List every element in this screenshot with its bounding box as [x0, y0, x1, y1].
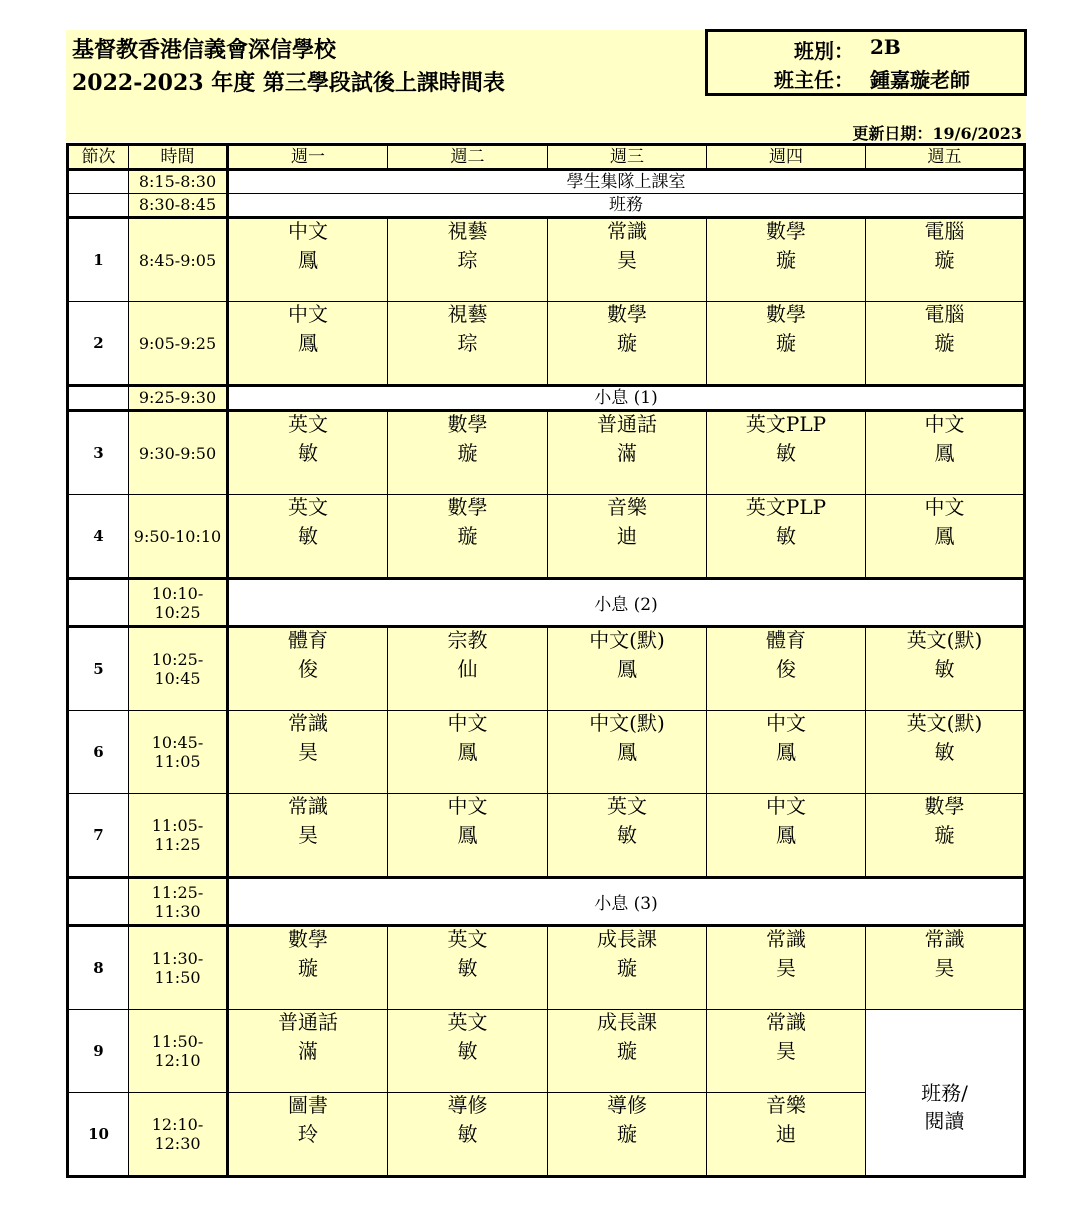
recess-cell: 小息 (3) [228, 878, 1025, 926]
lesson-row-p7 [68, 794, 1025, 878]
subject: 中文 [447, 711, 488, 735]
subject: 宗教 [447, 628, 488, 652]
lesson-cell [388, 1093, 548, 1177]
subject: 英文 [288, 412, 328, 436]
lesson-cell [388, 218, 548, 302]
teacher: 敏 [934, 740, 955, 764]
lesson-cell [228, 411, 388, 495]
period-cell [68, 878, 129, 926]
lesson-row-p1 [68, 218, 1025, 302]
update-date: 更新日期：19/6/2023 [852, 124, 1022, 143]
teacher: 璇 [298, 956, 318, 980]
subject: 常識 [288, 711, 328, 735]
period-number: 4 [68, 495, 129, 579]
time-cell: 8:15-8:30 [129, 170, 228, 194]
lesson-cell [707, 1010, 866, 1093]
column-header-row [68, 145, 1025, 170]
lesson-cell [388, 627, 548, 711]
time-cell: 11:05-11:25 [129, 794, 228, 878]
lesson-cell [548, 627, 707, 711]
break-row-3 [68, 878, 1025, 926]
lesson-cell [707, 711, 866, 794]
subject: 音樂 [607, 495, 647, 519]
combined-line-2: 閱讀 [924, 1108, 965, 1133]
subject: 導修 [447, 1093, 488, 1117]
lesson-cell [228, 1093, 388, 1177]
lesson-cell [866, 411, 1025, 495]
teacher: 璇 [934, 823, 955, 847]
day-header-thu: 週四 [707, 145, 866, 170]
lesson-cell [548, 711, 707, 794]
lesson-row-p2 [68, 302, 1025, 386]
lesson-cell [548, 411, 707, 495]
subject: 英文 [607, 794, 647, 818]
teacher: 仙 [457, 657, 478, 681]
teacher: 敏 [298, 441, 318, 465]
recess-cell: 小息 (1) [228, 386, 1025, 411]
subject: 英文PLP [745, 495, 827, 519]
subject: 中文 [288, 219, 328, 243]
teacher: 昊 [934, 956, 955, 980]
combined-line-1: 班務/ [921, 1080, 968, 1105]
teacher: 敏 [934, 657, 955, 681]
teacher: 璇 [617, 331, 637, 355]
subject: 中文 [766, 711, 806, 735]
lesson-cell [707, 1093, 866, 1177]
period-number: 8 [68, 926, 129, 1010]
lesson-cell [866, 711, 1025, 794]
time-cell: 9:50-10:10 [129, 495, 228, 579]
teacher: 鳳 [617, 740, 637, 764]
teacher: 鳳 [298, 331, 318, 355]
period-column-header: 節次 [68, 145, 129, 170]
recess-cell: 小息 (2) [228, 579, 1025, 627]
lesson-cell [548, 1010, 707, 1093]
lesson-cell [228, 627, 388, 711]
teacher: 敏 [776, 441, 796, 465]
time-cell: 8:45-9:05 [129, 218, 228, 302]
class-info-box [705, 29, 1027, 96]
day-header-fri: 週五 [866, 145, 1025, 170]
subject: 視藝 [447, 302, 488, 326]
subject: 英文 [288, 495, 328, 519]
lesson-cell [548, 926, 707, 1010]
teacher: 迪 [776, 1122, 796, 1146]
lesson-cell [866, 627, 1025, 711]
time-cell: 10:25-10:45 [129, 627, 228, 711]
teacher: 敏 [617, 823, 637, 847]
lesson-row-p8 [68, 926, 1025, 1010]
lesson-row-p5 [68, 627, 1025, 711]
lesson-cell [707, 495, 866, 579]
teacher: 璇 [617, 1122, 637, 1146]
lesson-cell [548, 302, 707, 386]
subject: 普通話 [278, 1010, 338, 1034]
subject: 體育 [288, 628, 328, 652]
subject: 中文 [447, 794, 488, 818]
period-number: 1 [68, 218, 129, 302]
lesson-cell [548, 218, 707, 302]
lesson-cell [388, 495, 548, 579]
subject: 數學 [447, 495, 488, 519]
subject: 常識 [766, 927, 806, 951]
subject: 普通話 [597, 412, 657, 436]
teacher: 昊 [617, 248, 637, 272]
period-number: 9 [68, 1010, 129, 1093]
lesson-cell [866, 218, 1025, 302]
time-column-header: 時間 [129, 145, 228, 170]
class-label: 班別： [794, 39, 854, 63]
subject: 數學 [766, 302, 806, 326]
subject: 常識 [607, 219, 647, 243]
subject: 英文PLP [745, 412, 827, 436]
lesson-cell [388, 411, 548, 495]
time-cell: 11:30-11:50 [129, 926, 228, 1010]
lesson-cell [228, 302, 388, 386]
lesson-cell [388, 794, 548, 878]
day-header-tue: 週二 [388, 145, 548, 170]
teacher: 迪 [617, 524, 637, 548]
period-cell [68, 170, 129, 194]
lesson-cell [228, 926, 388, 1010]
period-number: 3 [68, 411, 129, 495]
lesson-cell [228, 1010, 388, 1093]
teacher: 鳳 [298, 248, 318, 272]
teacher: 璇 [934, 331, 955, 355]
subject: 常識 [924, 927, 965, 951]
school-name: 基督教香港信義會深信學校 [72, 37, 337, 63]
period-number: 5 [68, 627, 129, 711]
subject: 圖書 [288, 1093, 328, 1117]
break-row-1 [68, 386, 1025, 411]
subject: 成長課 [597, 1010, 657, 1034]
time-cell: 8:30-8:45 [129, 194, 228, 218]
subject: 音樂 [766, 1093, 806, 1117]
period-number: 6 [68, 711, 129, 794]
teacher: 昊 [298, 823, 318, 847]
lesson-cell [388, 926, 548, 1010]
subject: 數學 [924, 794, 965, 818]
class-value: 2B [870, 35, 901, 59]
teacher: 敏 [457, 1039, 478, 1063]
lesson-cell [866, 794, 1025, 878]
teacher: 昊 [776, 1039, 796, 1063]
teacher: 琮 [457, 248, 478, 272]
subject: 中文 [924, 412, 965, 436]
teacher: 鳳 [617, 657, 637, 681]
period-cell [68, 579, 129, 627]
time-cell: 9:25-9:30 [129, 386, 228, 411]
lesson-cell [548, 495, 707, 579]
timetable-title: 2022-2023 年度 第三學段試後上課時間表 [72, 70, 505, 96]
subject: 導修 [607, 1093, 647, 1117]
teacher: 鳳 [934, 524, 955, 548]
period-number: 10 [68, 1093, 129, 1177]
teacher: 昊 [298, 740, 318, 764]
time-cell: 11:50-12:10 [129, 1010, 228, 1093]
lesson-cell [228, 495, 388, 579]
lesson-cell [228, 218, 388, 302]
subject: 中文(默) [589, 711, 665, 735]
lesson-cell [866, 495, 1025, 579]
lesson-cell [866, 926, 1025, 1010]
subject: 數學 [447, 412, 488, 436]
subject: 英文(默) [906, 711, 983, 735]
period-number: 2 [68, 302, 129, 386]
subject: 中文 [288, 302, 328, 326]
assembly-row [68, 170, 1025, 194]
subject: 中文 [766, 794, 806, 818]
lesson-cell [228, 794, 388, 878]
lesson-cell [707, 627, 866, 711]
subject: 成長課 [597, 927, 657, 951]
teacher: 鳳 [457, 740, 478, 764]
teacher: 滿 [617, 441, 637, 465]
time-cell: 9:05-9:25 [129, 302, 228, 386]
break-row-2 [68, 579, 1025, 627]
subject: 英文 [447, 1010, 488, 1034]
lesson-row-p3 [68, 411, 1025, 495]
subject: 電腦 [924, 219, 965, 243]
subject: 數學 [766, 219, 806, 243]
teacher: 璇 [457, 524, 478, 548]
teacher: 敏 [298, 524, 318, 548]
lesson-cell [707, 926, 866, 1010]
class-row [708, 35, 1024, 63]
day-header-wed: 週三 [548, 145, 707, 170]
teacher: 滿 [298, 1039, 318, 1063]
lesson-cell [707, 411, 866, 495]
subject: 數學 [288, 927, 328, 951]
period-number: 7 [68, 794, 129, 878]
lesson-cell [548, 794, 707, 878]
lesson-cell [866, 302, 1025, 386]
time-cell: 10:45-11:05 [129, 711, 228, 794]
lesson-cell [228, 711, 388, 794]
subject: 英文 [447, 927, 488, 951]
subject: 常識 [766, 1010, 806, 1034]
teacher: 璇 [776, 248, 796, 272]
teacher: 璇 [457, 441, 478, 465]
teacher: 璇 [934, 248, 955, 272]
class-teacher-label: 班主任： [774, 68, 854, 92]
lesson-cell [707, 794, 866, 878]
subject: 數學 [607, 302, 647, 326]
subject: 中文(默) [589, 628, 665, 652]
teacher: 璇 [617, 956, 637, 980]
subject: 中文 [924, 495, 965, 519]
timetable [66, 143, 1026, 1178]
teacher: 鳳 [776, 823, 796, 847]
period-cell [68, 194, 129, 218]
subject: 電腦 [924, 302, 965, 326]
lesson-cell [548, 1093, 707, 1177]
teacher-row [708, 64, 1024, 92]
time-cell: 10:10-10:25 [129, 579, 228, 627]
teacher: 鳳 [776, 740, 796, 764]
lesson-row-p9 [68, 1010, 1025, 1093]
lesson-cell [707, 302, 866, 386]
lesson-row-p6 [68, 711, 1025, 794]
period-cell [68, 386, 129, 411]
teacher: 敏 [457, 1122, 478, 1146]
class-affairs-row [68, 194, 1025, 218]
lesson-row-p4 [68, 495, 1025, 579]
teacher: 鳳 [457, 823, 478, 847]
teacher: 昊 [776, 956, 796, 980]
teacher: 鳳 [934, 441, 955, 465]
teacher: 琮 [457, 331, 478, 355]
lesson-cell [388, 302, 548, 386]
teacher: 敏 [457, 956, 478, 980]
class-affairs-reading-cell [866, 1010, 1025, 1177]
day-header-mon: 週一 [228, 145, 388, 170]
time-cell: 11:25-11:30 [129, 878, 228, 926]
subject: 英文(默) [906, 628, 983, 652]
time-cell: 9:30-9:50 [129, 411, 228, 495]
teacher: 敏 [776, 524, 796, 548]
teacher: 俊 [776, 657, 796, 681]
subject: 體育 [766, 628, 806, 652]
class-affairs-cell: 班務 [228, 194, 1025, 218]
teacher: 俊 [298, 657, 318, 681]
lesson-cell [388, 1010, 548, 1093]
subject: 視藝 [447, 219, 488, 243]
assembly-cell: 學生集隊上課室 [228, 170, 1025, 194]
teacher: 玲 [298, 1122, 318, 1146]
lesson-cell [707, 218, 866, 302]
class-teacher-value: 鍾嘉璇老師 [870, 68, 970, 92]
lesson-cell [388, 711, 548, 794]
subject: 常識 [288, 794, 328, 818]
teacher: 璇 [776, 331, 796, 355]
teacher: 璇 [617, 1039, 637, 1063]
time-cell: 12:10-12:30 [129, 1093, 228, 1177]
